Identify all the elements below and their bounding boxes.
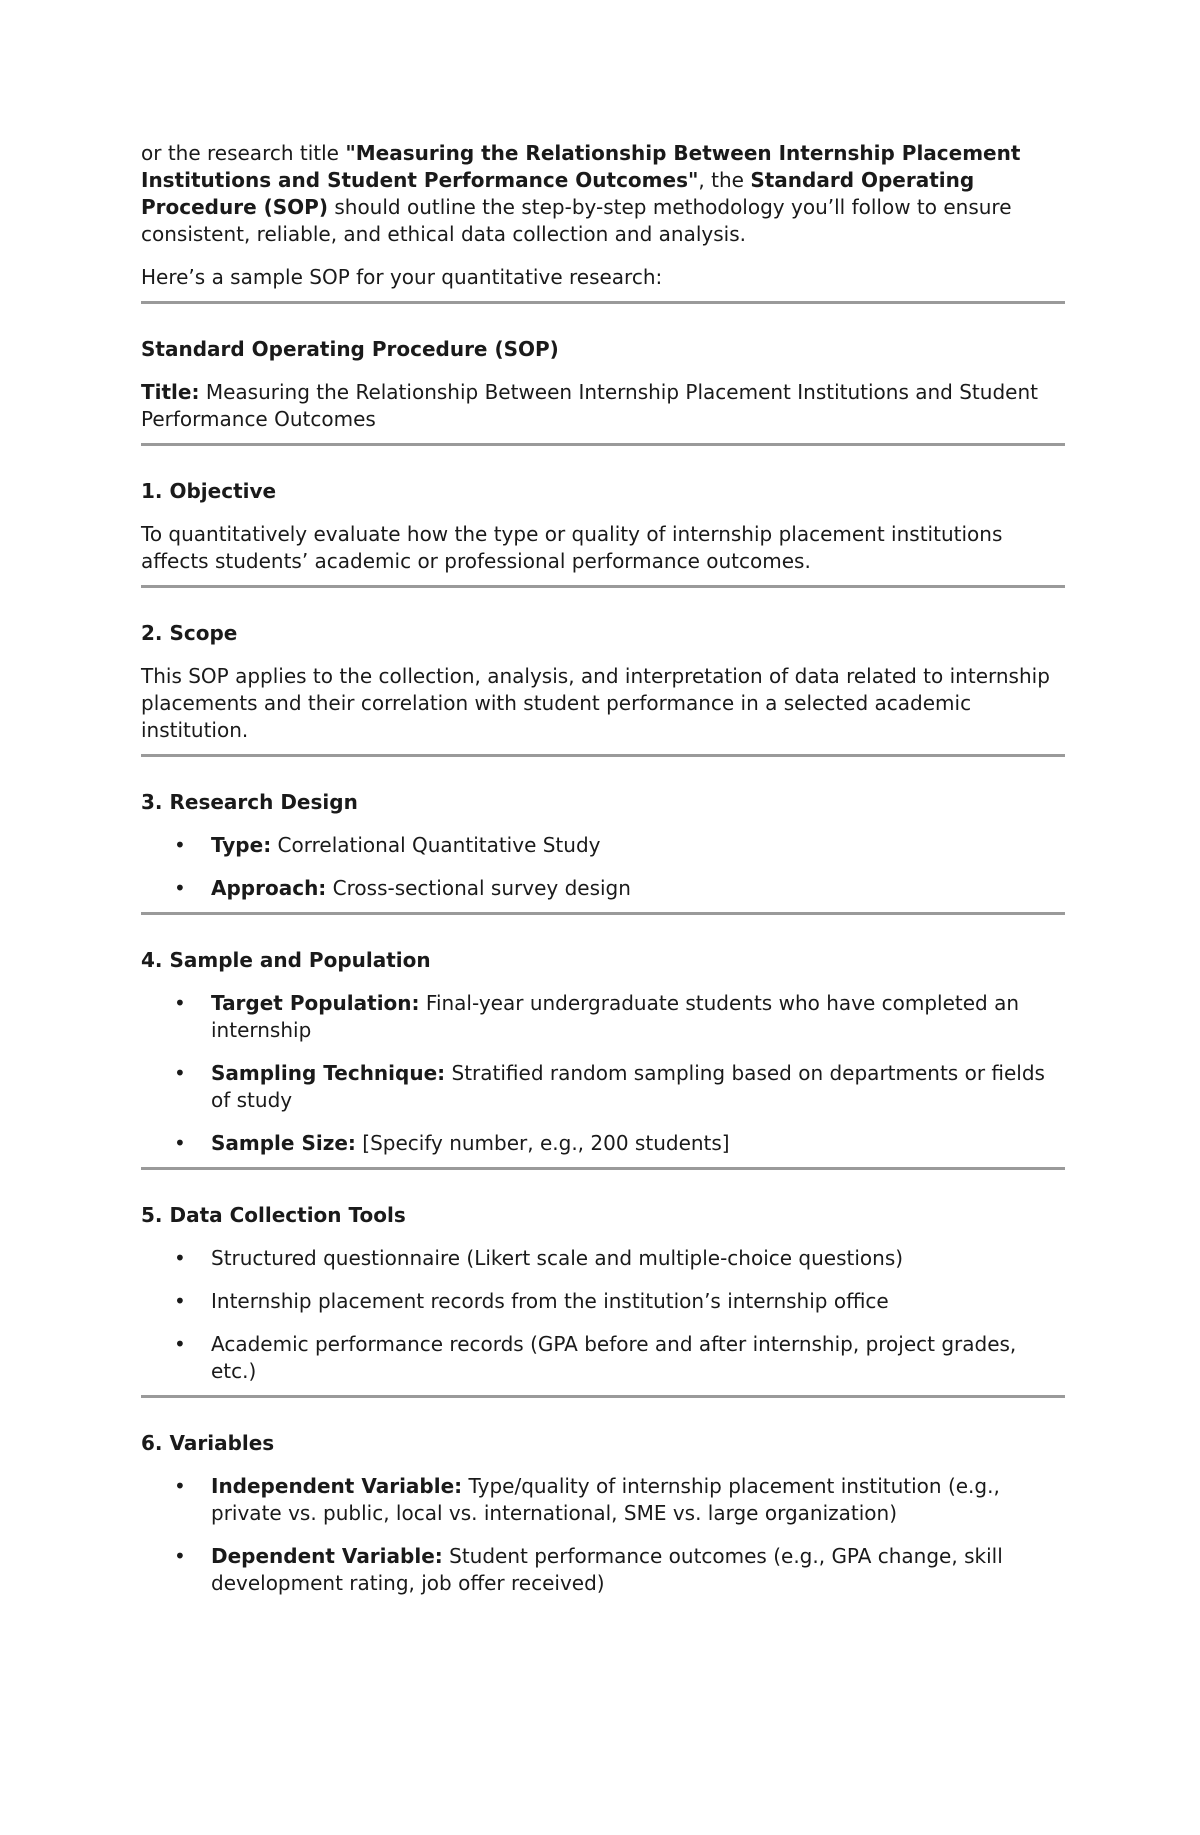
sop-title-line: Title: Measuring the Relationship Between Internship Placement Institutions and Student Performance Outcomes	[141, 380, 1038, 431]
design-list	[141, 832, 1065, 902]
list-item: • Structured questionnaire (Likert scale and multiple-choice questions)	[174, 1246, 904, 1270]
research-title: "Measuring the Relationship Between Internship Placement Institutions and Student Performance Outcomes"	[141, 141, 1021, 192]
section-heading-sample: 4. Sample and Population	[141, 948, 431, 972]
scope-text: This SOP applies to the collection, analysis, and interpretation of data related to internship placements and their correlation with student performance in a selected academic institution.	[141, 664, 1050, 742]
list-item: • Dependent Variable: Student performance outcomes (e.g., GPA change, skill development rating, job offer received)	[174, 1544, 1003, 1595]
bullet-icon: •	[174, 991, 186, 1015]
bullet-icon: •	[174, 1474, 186, 1498]
bullet-icon: •	[174, 833, 186, 857]
list-item: • Independent Variable: Type/quality of internship placement institution (e.g., private vs. public, local vs. international, SME vs. large organization)	[174, 1474, 1000, 1525]
sop-heading: Standard Operating Procedure (SOP)	[141, 337, 559, 361]
bullet-icon: •	[174, 1289, 186, 1313]
sample-intro-line: Here’s a sample SOP for your quantitative research:	[141, 265, 663, 289]
divider	[141, 301, 1065, 304]
list-item: • Sample Size: [Specify number, e.g., 200 students]	[174, 1131, 730, 1155]
list-item: • Academic performance records (GPA before and after internship, project grades, etc.)	[174, 1332, 1017, 1383]
sample-list	[141, 990, 1065, 1157]
bullet-icon: •	[174, 1061, 186, 1085]
divider	[141, 1167, 1065, 1170]
divider	[141, 585, 1065, 588]
section-heading-objective: 1. Objective	[141, 479, 277, 503]
divider	[141, 1395, 1065, 1398]
document-page	[141, 140, 1065, 1613]
list-item: • Internship placement records from the institution’s internship office	[174, 1289, 889, 1313]
list-item: • Target Population: Final-year undergraduate students who have completed an internship	[174, 991, 1020, 1042]
tools-list	[141, 1245, 1065, 1385]
section-heading-scope: 2. Scope	[141, 621, 238, 645]
divider	[141, 912, 1065, 915]
bullet-icon: •	[174, 1246, 186, 1270]
bullet-icon: •	[174, 1131, 186, 1155]
variables-list	[141, 1473, 1065, 1597]
list-item: • Approach: Cross-sectional survey design	[174, 876, 631, 900]
section-heading-tools: 5. Data Collection Tools	[141, 1203, 406, 1227]
section-heading-design: 3. Research Design	[141, 790, 358, 814]
bullet-icon: •	[174, 1332, 186, 1356]
bullet-icon: •	[174, 876, 186, 900]
intro-paragraph: or the research title "Measuring the Relationship Between Internship Placement Institutions and Student Performance Outcomes", the Standard Operating Procedure (SOP) should outline the step-by-step methodology you’ll follow to ensure consistent, reliable, and ethical data collection and analysis.	[141, 141, 1021, 246]
bullet-icon: •	[174, 1544, 186, 1568]
list-item: • Sampling Technique: Stratified random sampling based on departments or fields of study	[174, 1061, 1045, 1112]
list-item: • Type: Correlational Quantitative Study	[174, 833, 601, 857]
divider	[141, 754, 1065, 757]
objective-text: To quantitatively evaluate how the type or quality of internship placement institutions affects students’ academic or professional performance outcomes.	[141, 522, 1003, 573]
divider	[141, 443, 1065, 446]
sop-term: Standard Operating Procedure (SOP)	[141, 168, 975, 219]
section-heading-variables: 6. Variables	[141, 1431, 275, 1455]
